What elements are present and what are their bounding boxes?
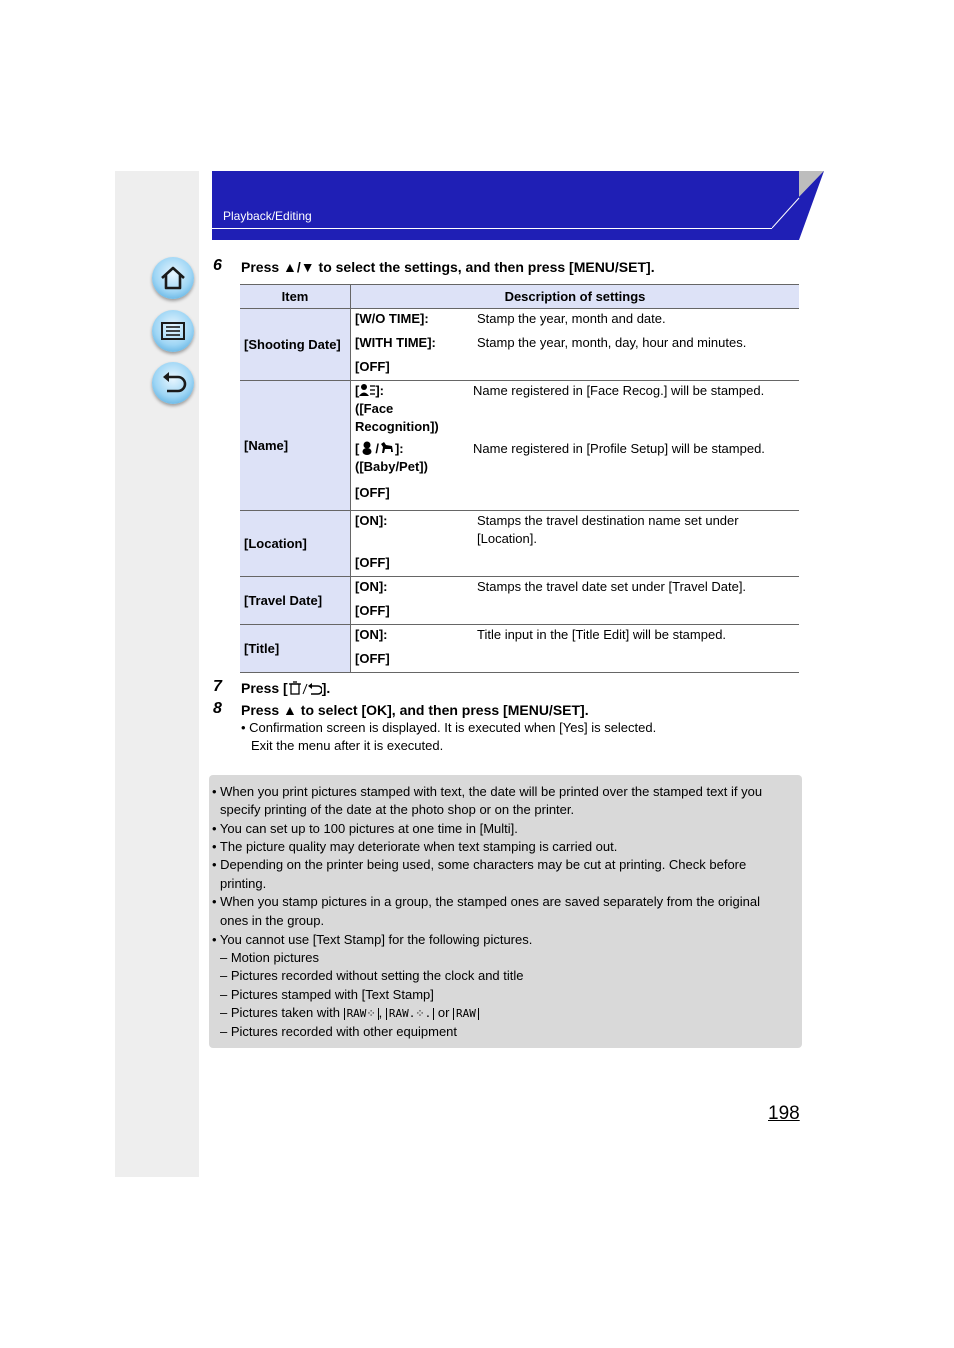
step-8-text: Press ▲ to select [OK], and then press [MENU/SET]. <box>241 702 589 718</box>
item-cell: [Travel Date] <box>240 577 351 625</box>
section-title: Playback/Editing <box>223 209 312 223</box>
note-line: • When you stamp pictures in a group, the stamped ones are saved separately from the original <box>212 894 760 909</box>
baby-icon <box>359 441 375 455</box>
description-cell <box>351 309 800 381</box>
note-line: – Pictures recorded with other equipment <box>220 1024 458 1039</box>
note-line: • You can set up to 100 pictures at one time in [Multi]. <box>212 821 518 836</box>
note-line: • The picture quality may deteriorate when text stamping is carried out. <box>212 839 618 854</box>
note-line: – Pictures recorded without setting the clock and title <box>220 968 524 983</box>
note-line: ones in the group. <box>220 913 325 928</box>
option-key: [WITH TIME]: <box>355 335 436 350</box>
option-key: [ON]: <box>355 579 388 594</box>
step-6-text: Press ▲/▼ to select the settings, and then press [MENU/SET]. <box>241 259 655 275</box>
table-row <box>240 577 799 625</box>
section-header <box>212 171 799 240</box>
raw-badge <box>453 1008 479 1020</box>
raw-fine-label: RAW <box>346 1007 367 1020</box>
note-line <box>220 1005 479 1020</box>
column-header-item: Item <box>240 285 351 309</box>
note-line: – Motion pictures <box>220 950 319 965</box>
pet-icon <box>379 441 395 455</box>
step-7-suffix: ]. <box>321 680 331 696</box>
option-key-suffix: ]: <box>394 441 404 456</box>
header-divider <box>212 228 772 229</box>
description-cell: [ ]: ([Face Recognition]) Name registered in [Face Recog.] will be stamped. [ / ]: ([Baby/Pet]) Name registered in [Profile Setup] will be stamped. [OFF] <box>351 381 800 511</box>
option-value: Stamps the travel destination name set under [Location]. <box>477 513 739 546</box>
step-8-bullet-continuation: Exit the menu after it is executed. <box>251 738 444 753</box>
delete-return-icon <box>288 681 322 695</box>
face-recognition-icon <box>359 383 375 397</box>
step-8-number: 8 <box>213 700 222 717</box>
settings-table <box>240 284 799 673</box>
table-row <box>240 309 799 381</box>
back-icon <box>158 368 188 398</box>
option-key: [OFF] <box>355 651 390 666</box>
item-cell: [Name] <box>240 381 351 511</box>
item-cell: [Title] <box>240 625 351 673</box>
option-key-prefix: [ <box>355 383 360 398</box>
option-value: Name registered in [Profile Setup] will be stamped. <box>473 441 765 456</box>
option-key-suffix: ]: <box>375 383 385 398</box>
step-7-prefix: Press [ <box>241 680 288 696</box>
description-cell <box>351 511 800 577</box>
option-value: Title input in the [Title Edit] will be stamped. <box>477 627 727 642</box>
item-cell: [Location] <box>240 511 351 577</box>
option-key-prefix: [ <box>355 441 360 456</box>
option-key: [ON]: <box>355 513 388 528</box>
note-line: – Pictures stamped with [Text Stamp] <box>220 987 434 1002</box>
home-button[interactable] <box>152 257 194 299</box>
option-key: [ON]: <box>355 627 388 642</box>
option-key-detail: ([Face Recognition]) <box>355 401 439 434</box>
raw-standard-badge: RAW.⁘. <box>386 1008 434 1020</box>
back-button[interactable] <box>152 362 194 404</box>
table-row <box>240 625 799 673</box>
option-key: [W/O TIME]: <box>355 311 429 326</box>
option-value: Name registered in [Face Recog.] will be stamped. <box>473 383 765 398</box>
option-key: [OFF] <box>355 603 390 618</box>
option-key: [OFF] <box>355 485 390 500</box>
step-6-number: 6 <box>213 257 222 274</box>
option-key-detail: ([Baby/Pet]) <box>355 459 428 474</box>
note-line: specify printing of the date at the photo shop or on the printer. <box>220 802 575 817</box>
notes-box <box>209 775 802 1048</box>
page-corner-decoration <box>772 171 824 240</box>
step-7-number: 7 <box>213 678 222 695</box>
option-key: [OFF] <box>355 359 390 374</box>
table-row <box>240 381 799 511</box>
note-line: • You cannot use [Text Stamp] for the following pictures. <box>212 932 533 947</box>
option-value: Stamp the year, month and date. <box>477 311 666 326</box>
step-8-bullet: • Confirmation screen is displayed. It is executed when [Yes] is selected. <box>241 720 657 735</box>
menu-button[interactable] <box>152 310 194 352</box>
step-7-text <box>241 680 330 696</box>
home-icon <box>158 263 188 293</box>
raw-fine-badge: RAW⁘ <box>344 1008 379 1020</box>
note-line-prefix: – Pictures taken with <box>220 1005 344 1020</box>
note-line: • Depending on the printer being used, some characters may be cut at printing. Check before <box>212 857 747 872</box>
raw-label: RAW <box>456 1007 476 1020</box>
note-separator: , <box>378 1005 386 1020</box>
raw-standard-label: RAW <box>388 1007 409 1020</box>
option-value: Stamps the travel date set under [Travel Date]. <box>477 579 747 594</box>
description-cell <box>351 625 800 673</box>
note-or: or <box>434 1005 454 1020</box>
option-key: [OFF] <box>355 555 390 570</box>
menu-list-icon <box>158 316 188 346</box>
table-row <box>240 511 799 577</box>
note-line: printing. <box>220 876 267 891</box>
note-line: • When you print pictures stamped with text, the date will be printed over the stamped text if you <box>212 784 763 799</box>
option-value: Stamp the year, month, day, hour and minutes. <box>477 335 747 350</box>
item-cell: [Shooting Date] <box>240 309 351 381</box>
column-header-description: Description of settings <box>351 285 800 309</box>
page-number: 198 <box>768 1103 800 1124</box>
description-cell <box>351 577 800 625</box>
